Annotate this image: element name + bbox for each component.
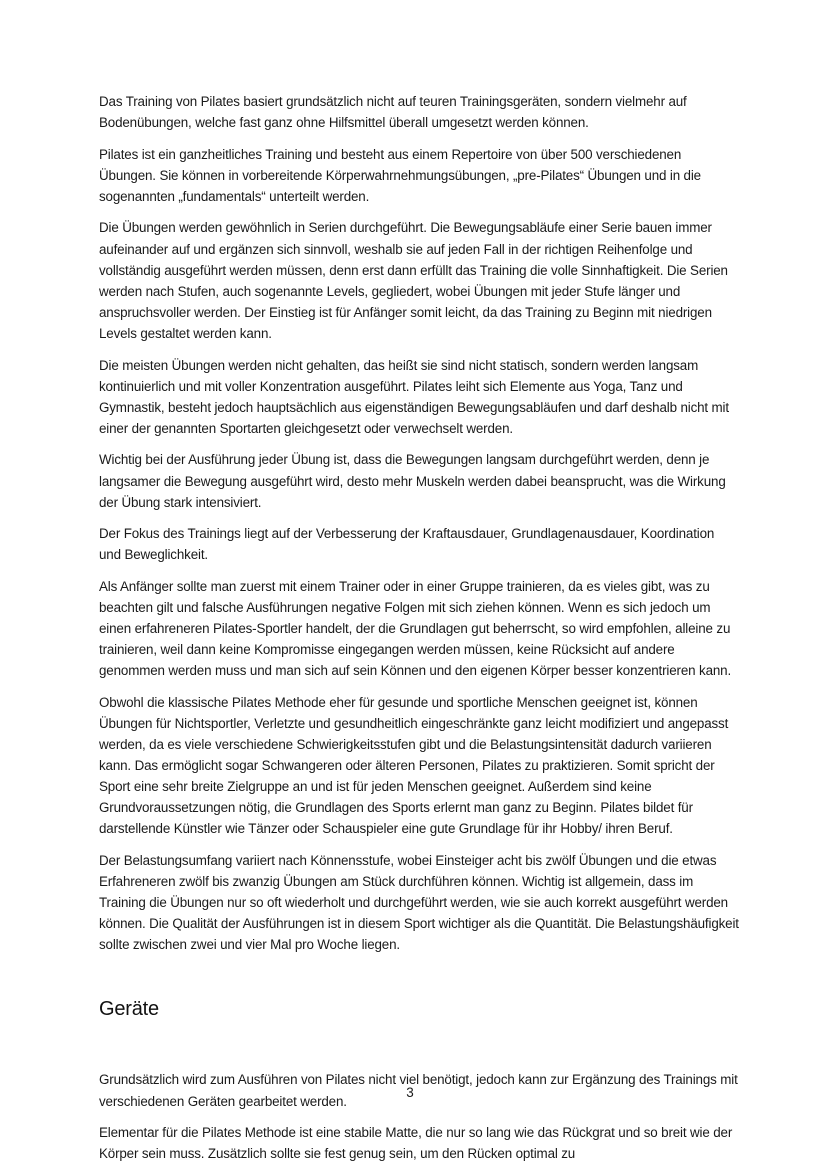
paragraph-equipment-intro: Grundsätzlich wird zum Ausführen von Pilates nicht viel benötigt, jedoch kann zur Ergänzung des Trainings mit verschiedenen Geräten gearbeitet werden. xyxy=(99,1072,738,1109)
document-page xyxy=(99,91,739,1175)
paragraph-repertoire: Pilates ist ein ganzheitliches Training und besteht aus einem Repertoire von über 500 verschiedenen Übungen. Sie können in vorbereitende Körperwahrnehmungsübungen, „pre-Pilates“ Übungen und in die sogenannten „fundamentals“ unterteilt werden. xyxy=(99,146,701,204)
page-number: 3 xyxy=(406,1085,414,1100)
paragraph-load-volume: Der Belastungsumfang variiert nach Könnensstufe, wobei Einsteiger acht bis zwölf Übungen und die etwas Erfahreneren zwölf bis zwanzig Übungen am Stück durchführen können. Wichtig ist allgemein, dass im Training die Übungen nur so oft wiederholt und durchgeführt werden, wie sie auch korrekt ausgeführt werden können. Die Qualität der Ausführungen ist in diesem Sport wichtiger als die Quantität. Die Belastungshäufigkeit sollte zwischen zwei und vier Mal pro Woche liegen. xyxy=(99,853,739,953)
paragraph-execution: Wichtig bei der Ausführung jeder Übung ist, dass die Bewegungen langsam durchgeführt werden, denn je langsamer die Bewegung ausgeführt wird, desto mehr Muskeln werden dabei beansprucht, was die Wirkung der Übung stark intensiviert. xyxy=(99,452,726,510)
paragraph-intro: Das Training von Pilates basiert grundsätzlich nicht auf teuren Trainingsgeräten, sondern vielmehr auf Bodenübungen, welche fast ganz ohne Hilfsmittel überall umgesetzt werden können. xyxy=(99,94,687,131)
paragraph-beginners: Als Anfänger sollte man zuerst mit einem Trainer oder in einer Gruppe trainieren, da es vieles gibt, was zu beachten gilt und falsche Ausführungen negative Folgen mit sich ziehen können. Wenn es sich jedoch um einen erfahreneren Pilates-Sportler handelt, der die Grundlagen gut beherrscht, so wird empfohlen, alleine zu trainieren, weil dann keine Kompromisse eingegangen werden müssen, keine Rücksicht auf andere genommen werden muss und man sich auf sein Können und den eigenen Körper besser konzentrieren kann. xyxy=(99,578,732,679)
paragraph-mat: Elementar für die Pilates Methode ist eine stabile Matte, die nur so lang wie das Rückgrat und so breit wie der Körper sein muss. Zusätzlich sollte sie fest genug sein, um den Rücken optimal zu xyxy=(99,1125,733,1162)
paragraph-series: Die Übungen werden gewöhnlich in Serien durchgeführt. Die Bewegungsabläufe einer Serie bauen immer aufeinander auf und ergänzen sich sinnvoll, weshalb sie auf jeden Fall in der richtigen Reihenfolge und vollständig ausgeführt werden müssen, denn erst dann erfüllt das Training die volle Sinnhaftigkeit. Die Serien werden nach Stufen, auch sogenannte Levels, gegliedert, wobei Übungen mit jeder Stufe länger und anspruchsvoller werden. Der Einstieg ist für Anfänger somit leicht, da das Training zu Beginn mit niedrigen Levels gestaltet werden kann. xyxy=(99,220,728,341)
paragraph-target-group: Obwohl die klassische Pilates Methode eher für gesunde und sportliche Menschen geeignet ist, können Übungen für Nichtsportler, Verletzte und gesundheitlich eingeschränkte ganz leicht modifiziert und angepasst werden, da es viele verschiedene Schwierigkeitsstufen gibt und die Belastungsintensität dadurch variieren kann. Das ermöglicht sogar Schwangeren oder älteren Personen, Pilates zu praktizieren. Somit spricht der Sport eine sehr breite Zielgruppe an und ist für jeden Menschen geeignet. Außerdem sind keine Grundvoraussetzungen nötig, die Grundlagen des Sports erlernt man ganz zu Beginn. Pilates bildet für darstellende Künstler wie Tänzer oder Schauspieler eine gute Grundlage für ihr Hobby/ ihren Beruf. xyxy=(99,694,729,837)
paragraph-movement: Die meisten Übungen werden nicht gehalten, das heißt sie sind nicht statisch, sondern werden langsam kontinuierlich und mit voller Konzentration ausgeführt. Pilates leiht sich Elemente aus Yoga, Tanz und Gymnastik, besteht jedoch hauptsächlich aus eigenständigen Bewegungsabläufen und darf deshalb nicht mit einer der genannten Sportarten gleichgesetzt oder verwechselt werden. xyxy=(99,357,729,436)
paragraph-focus: Der Fokus des Trainings liegt auf der Verbesserung der Kraftausdauer, Grundlagenausdauer, Koordination und Beweglichkeit. xyxy=(99,526,715,563)
section-heading-geraete: Geräte xyxy=(99,998,159,1021)
